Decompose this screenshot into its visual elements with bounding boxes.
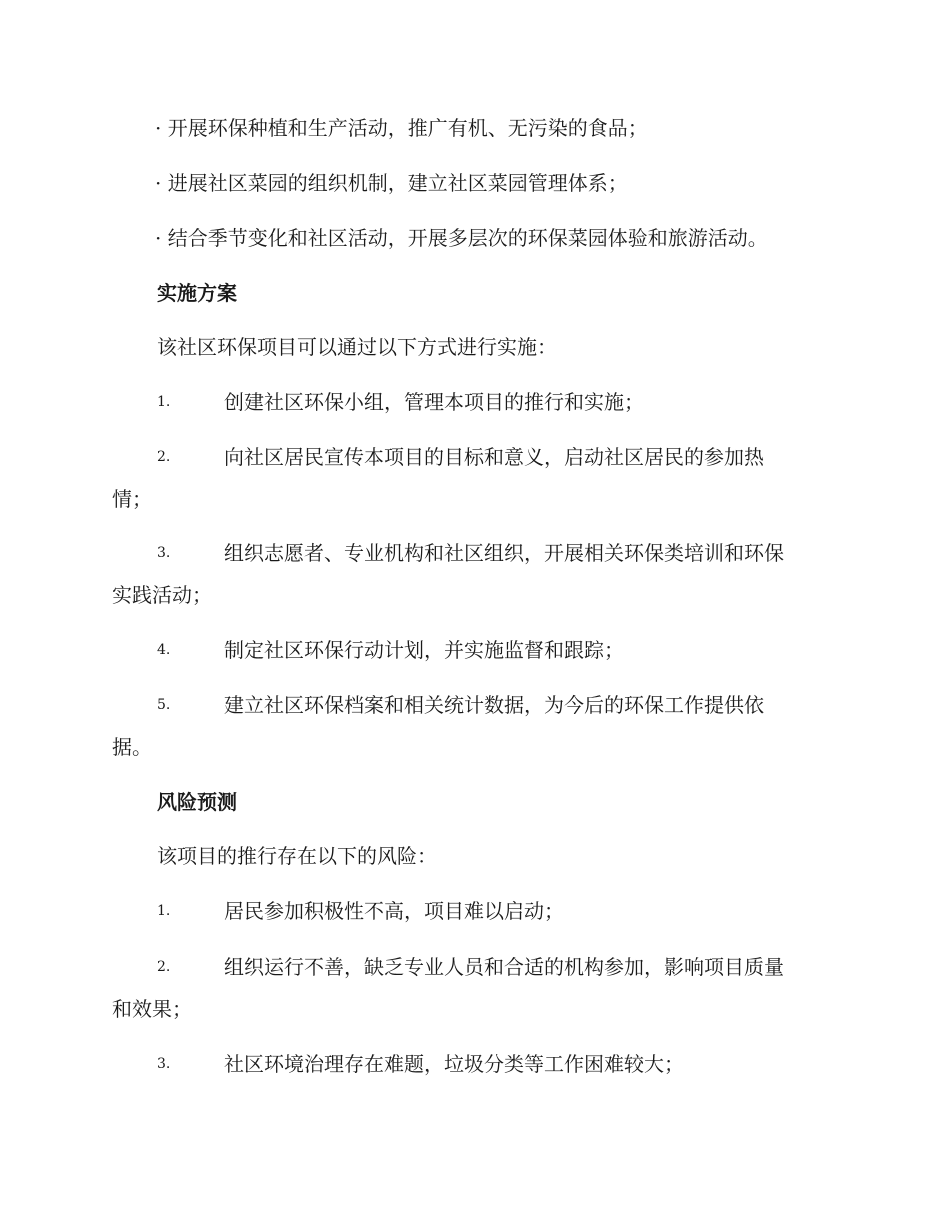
list-number: 4.	[157, 642, 171, 658]
list-number: 5.	[157, 697, 171, 713]
section-intro: 该社区环保项目可以通过以下方式进行实施：	[157, 335, 557, 359]
list-number: 1.	[157, 394, 171, 410]
section-heading-implementation: 实施方案	[157, 281, 237, 305]
list-item-text: 建立社区环保档案和相关统计数据，为今后的环保工作提供依	[224, 693, 764, 717]
list-item-continuation: 据。	[112, 735, 152, 759]
list-number: 3.	[157, 545, 171, 561]
list-item-continuation: 和效果；	[112, 997, 192, 1021]
list-item-text: 向社区居民宣传本项目的目标和意义，启动社区居民的参加热	[224, 445, 764, 469]
list-number: 2.	[157, 959, 171, 975]
list-item-continuation: 实践活动；	[112, 583, 212, 607]
list-item-text: 居民参加积极性不高，项目难以启动；	[224, 899, 564, 923]
section-heading-risk: 风险预测	[157, 790, 237, 814]
list-item-text: 制定社区环保行动计划，并实施监督和跟踪；	[224, 638, 624, 662]
list-number: 2.	[157, 449, 171, 465]
list-item-text: 创建社区环保小组，管理本项目的推行和实施；	[224, 390, 644, 414]
list-number: 3.	[157, 1056, 171, 1072]
bullet-item: · 进展社区菜园的组织机制，建立社区菜园管理体系；	[155, 171, 628, 195]
list-number: 1.	[157, 903, 171, 919]
list-item-text: 组织志愿者、专业机构和社区组织，开展相关环保类培训和环保	[224, 541, 784, 565]
bullet-item: · 开展环保种植和生产活动，推广有机、无污染的食品；	[155, 116, 648, 140]
list-item-text: 社区环境治理存在难题，垃圾分类等工作困难较大；	[224, 1052, 684, 1076]
list-item-text: 组织运行不善，缺乏专业人员和合适的机构参加，影响项目质量	[224, 955, 784, 979]
bullet-item: · 结合季节变化和社区活动，开展多层次的环保菜园体验和旅游活动。	[155, 226, 768, 250]
list-item-continuation: 情；	[112, 487, 152, 511]
section-intro: 该项目的推行存在以下的风险：	[157, 844, 437, 868]
